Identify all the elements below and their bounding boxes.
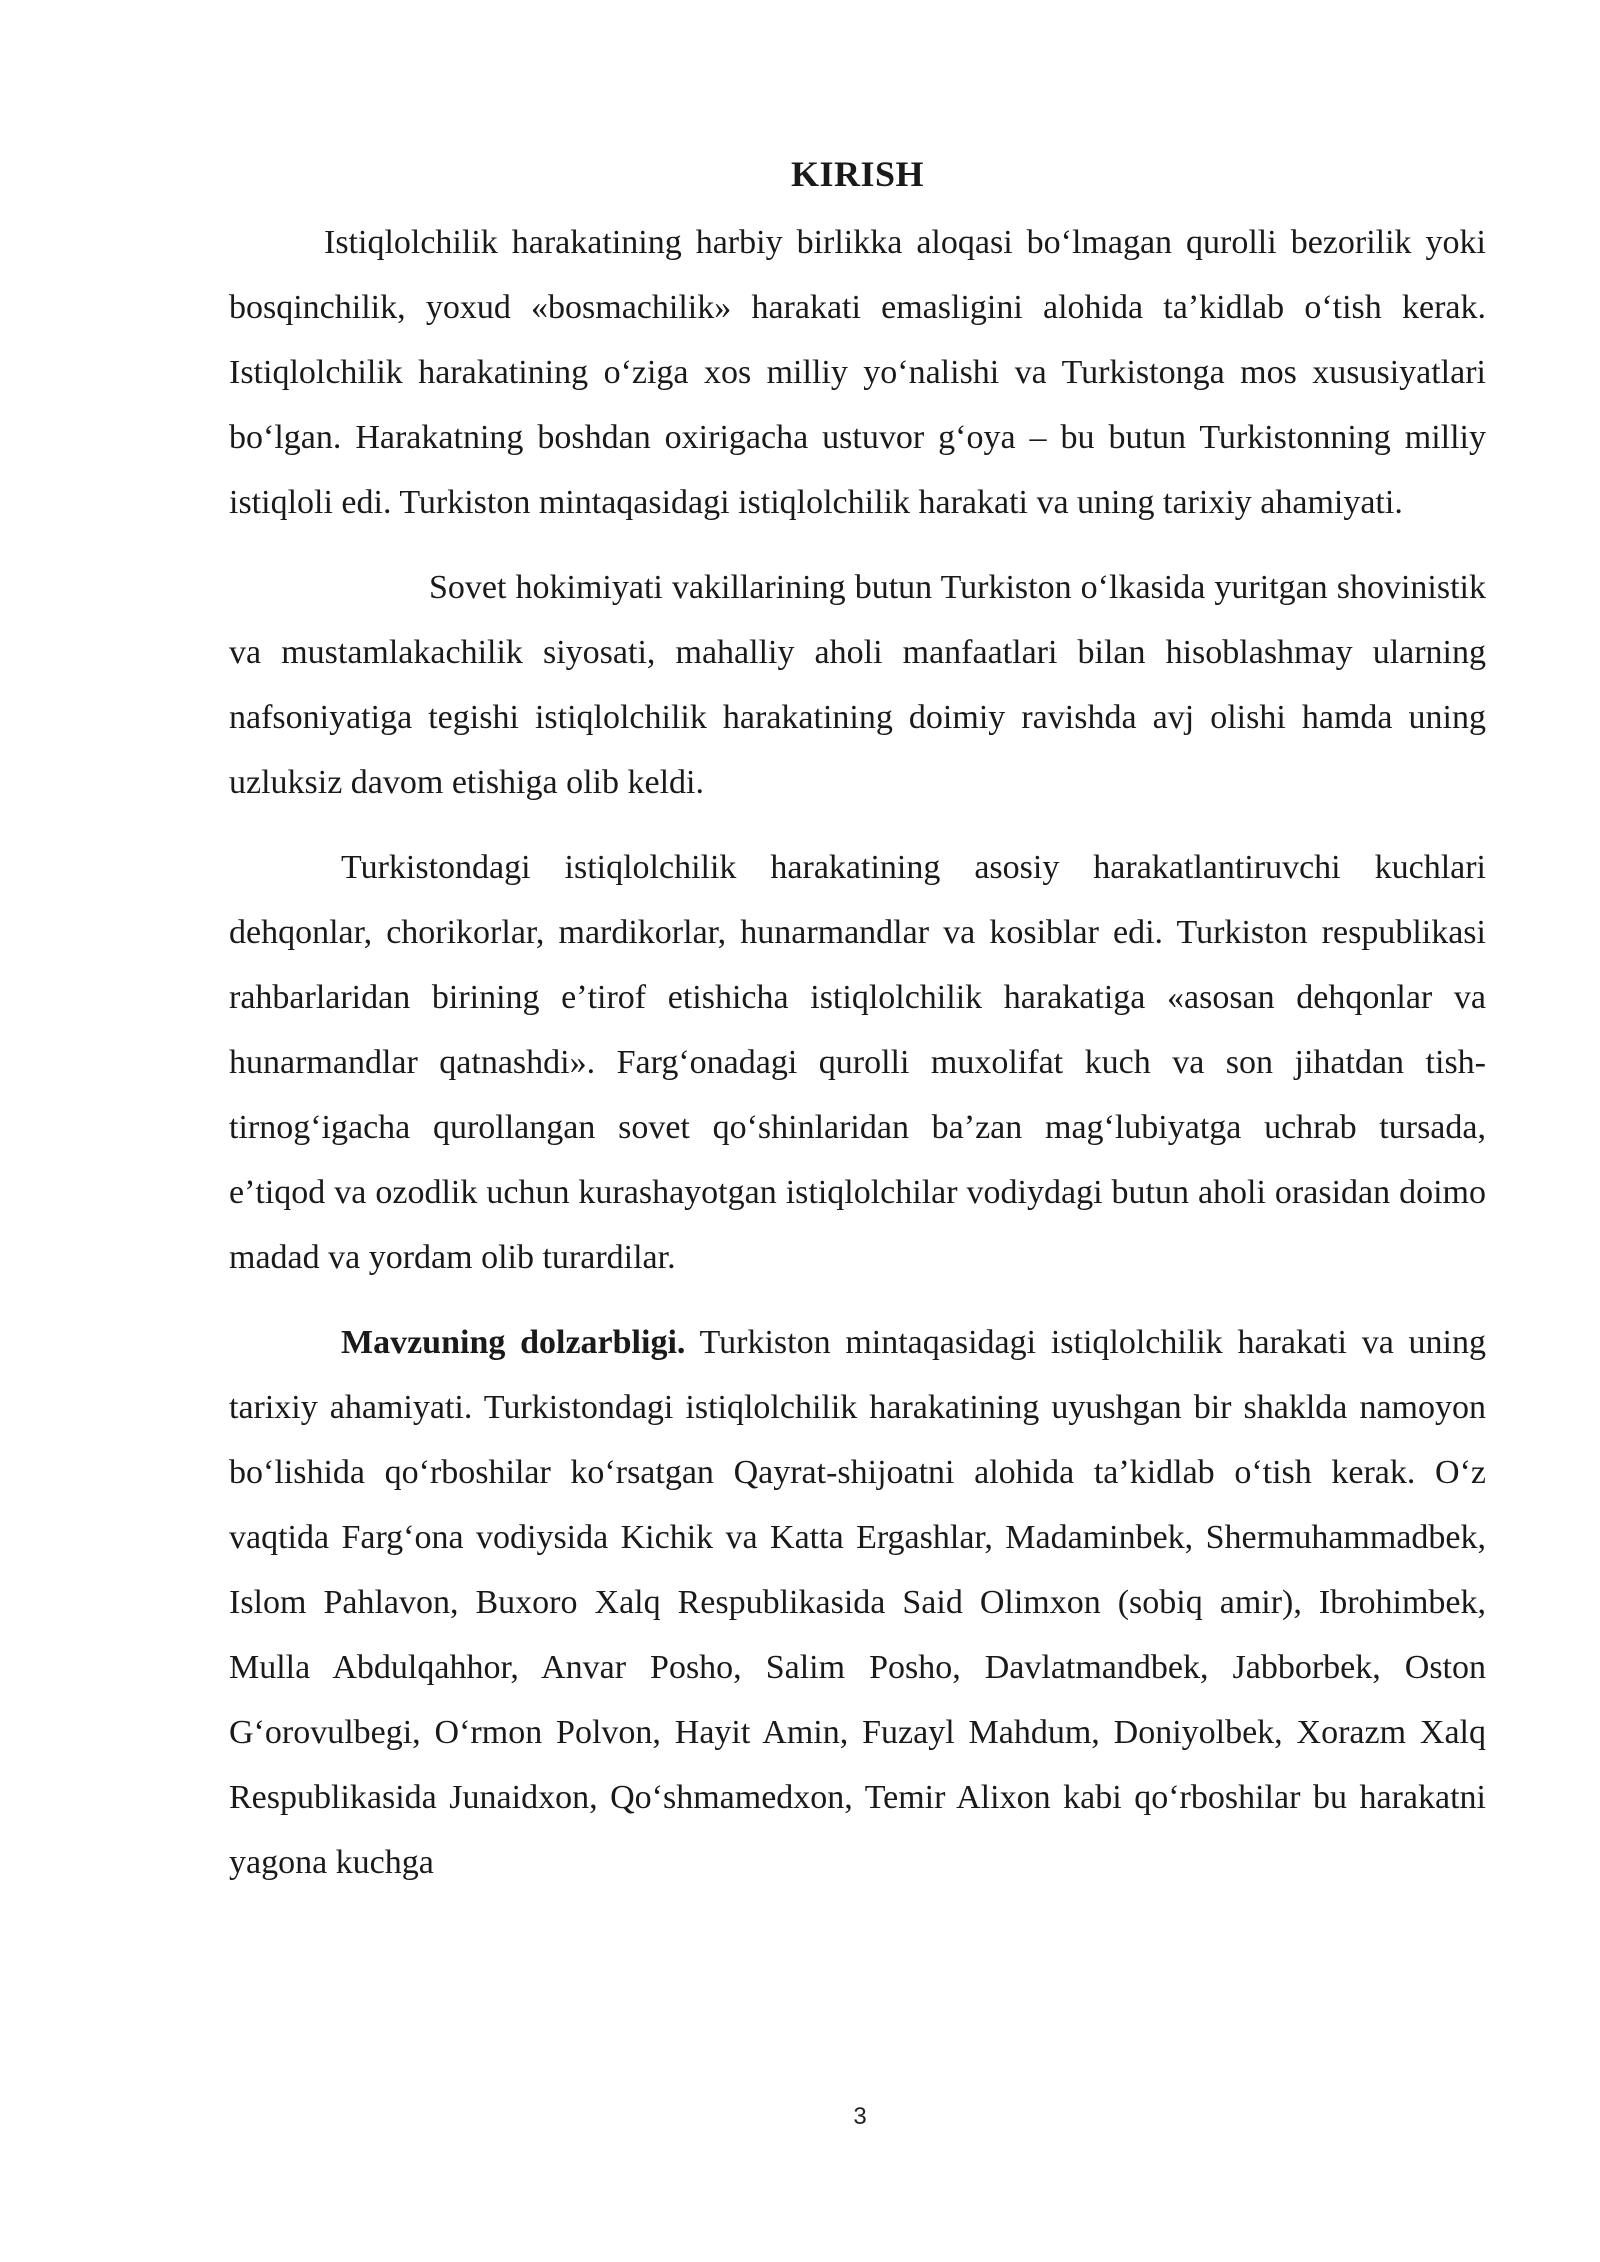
paragraph-4 bbox=[229, 1310, 1486, 1895]
page-heading: KIRISH bbox=[790, 154, 925, 194]
paragraph-3: Turkistondagi istiqlolchilik harakatining asosiy harakatlantiruvchi kuchlari dehqonlar, chorikorlar, mardikorlar, hunarmandlar va kosiblar edi. Turkiston respublikasi rahbarlaridan birining eʼtirof etishicha istiqlolchilik harakatiga «asosan dehqonlar va hunarmandlar qatnashdi». Fargʻonadagi qurolli muxolifat kuch va son jihatdan tish-tirnogʻigacha qurollangan sovet qoʻshinlaridan baʼzan magʻlubiyatga uchrab tursada, eʼtiqod va ozodlik uchun kurashayotgan istiqlolchilar vodiydagi butun aholi orasidan doimo madad va yordam olib turardilar. bbox=[229, 849, 1486, 1276]
paragraph-4-bold-lead: Mavzuning dolzarbligi. bbox=[341, 1324, 686, 1361]
page-content bbox=[229, 148, 1486, 1915]
paragraph-1: Istiqlolchilik harakatining harbiy birlikka aloqasi boʻlmagan qurolli bezorilik yoki bosqinchilik, yoxud «bosmachilik» harakati emasligini alohida taʼkidlab oʻtish kerak. Istiqlolchilik harakatining oʻziga xos milliy yoʻnalishi va Turkistonga mos xususiyatlari boʻlgan. Harakatning boshdan oxirigacha ustuvor gʻoya – bu butun Turkistonning milliy istiqloli edi. Turkiston mintaqasidagi istiqlolchilik harakati va uning tarixiy ahamiyati. bbox=[229, 224, 1486, 521]
paragraph-2: Sovet hokimiyati vakillarining butun Turkiston oʻlkasida yuritgan shovinistik va mustamlakachilik siyosati, mahalliy aholi manfaatlari bilan hisoblashmay ularning nafsoniyatiga tegishi istiqlolchilik harakatining doimiy ravishda avj olishi hamda uning uzluksiz davom etishiga olib keldi. bbox=[229, 569, 1486, 801]
paragraph-4-text: Turkiston mintaqasidagi istiqlolchilik harakati va uning tarixiy ahamiyati. Turkistondagi istiqlolchilik harakatining uyushgan bir shaklda namoyon boʻlishida qoʻrboshilar koʻrsatgan Qayrat-shijoatni alohida taʼkidlab oʻtish kerak. Oʻz vaqtida Fargʻona vodiysida Kichik va Katta Ergashlar, Madaminbek, Shermuhammadbek, Islom Pahlavon, Buxoro Xalq Respublikasida Said Olimxon (sobiq amir), Ibrohimbek, Mulla Abdulqahhor, Anvar Posho, Salim Posho, Davlatmandbek, Jabborbek, Oston Gʻorovulbegi, Oʻrmon Polvon, Hayit Amin, Fuzayl Mahdum, Doniyolbek, Xorazm Xalq Respublikasida Junaidxon, Qoʻshmamedxon, Temir Alixon kabi qoʻrboshilar bu harakatni yagona kuchga bbox=[229, 1324, 1487, 1881]
page-number: 3 bbox=[853, 2103, 867, 2130]
